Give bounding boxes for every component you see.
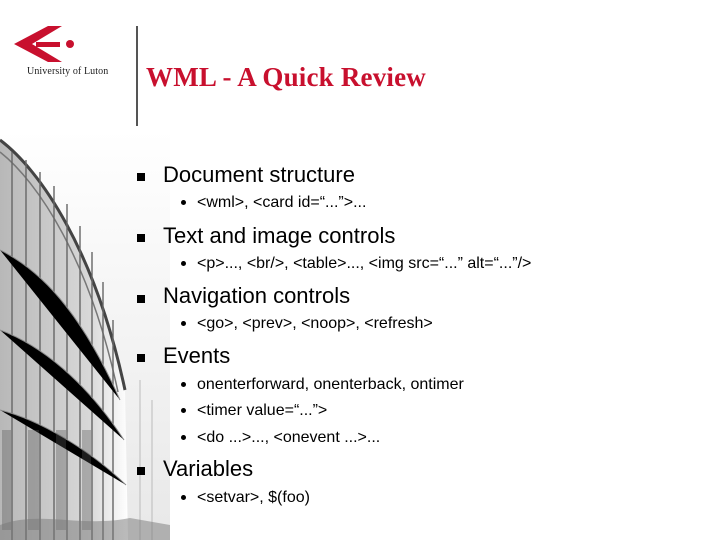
sub-item: <do ...>..., <onevent ...>...	[197, 429, 381, 446]
bullet-square-icon	[137, 295, 145, 303]
bullet-text-image-controls: Text and image controls	[163, 223, 396, 248]
sub-item: <timer value=“...”>	[197, 402, 328, 419]
bullet-square-icon	[137, 467, 145, 475]
sub-item: onenterforward, onenterback, ontimer	[197, 376, 464, 393]
logo-text: University of Luton	[27, 66, 109, 77]
slide-title: WML - A Quick Review	[146, 62, 426, 92]
sub-item: <go>, <prev>, <noop>, <refresh>	[197, 315, 433, 332]
sub-bullet-dot-icon	[181, 321, 186, 326]
bullet-square-icon	[137, 173, 145, 181]
bullet-square-icon	[137, 354, 145, 362]
bullet-events: Events	[163, 343, 231, 368]
sub-bullet-dot-icon	[181, 435, 186, 440]
sub-item: <setvar>, $(foo)	[197, 489, 310, 506]
building-photo	[0, 130, 170, 540]
bullet-variables: Variables	[163, 456, 254, 481]
sub-bullet-dot-icon	[181, 495, 186, 500]
sub-bullet-dot-icon	[181, 382, 186, 387]
sub-bullet-dot-icon	[181, 261, 186, 266]
bullet-square-icon	[137, 234, 145, 242]
sub-bullet-dot-icon	[181, 408, 186, 413]
university-logo-icon	[8, 22, 128, 92]
sub-item: <p>..., <br/>, <table>..., <img src=“...” alt=“...”/>	[197, 255, 532, 272]
sub-bullet-dot-icon	[181, 200, 186, 205]
bullet-document-structure: Document structure	[163, 162, 355, 187]
sub-item: <wml>, <card id=“...”>...	[197, 194, 367, 211]
title-divider	[136, 26, 138, 126]
bullet-navigation-controls: Navigation controls	[163, 283, 351, 308]
